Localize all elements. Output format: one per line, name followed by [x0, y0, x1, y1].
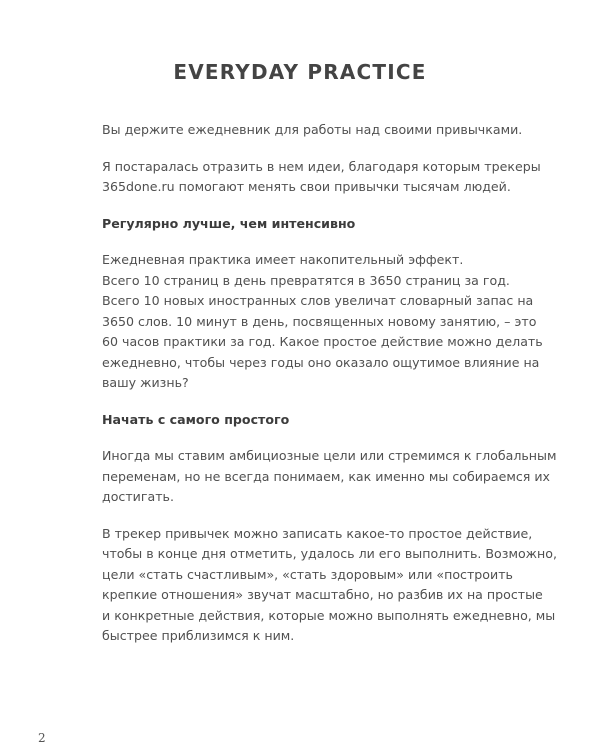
intro-paragraph [102, 120, 532, 141]
page-title: EVERYDAY PRACTICE [173, 60, 427, 84]
text-line: крепкие отношения» звучат масштабно, но разбив их на простые [102, 587, 543, 602]
text-line: Вы держите ежедневник для работы над своими привычками. [102, 122, 523, 137]
body-text [102, 120, 557, 663]
tracker-paragraph [102, 524, 557, 647]
text-line: переменам, но не всегда понимаем, как именно мы собираемся их [102, 468, 551, 484]
ideas-paragraph [102, 157, 541, 198]
practice-paragraph [102, 250, 543, 394]
text-line: цели «стать счастливым», «стать здоровым» или «построить [102, 566, 513, 582]
text-line: 3650 слов. 10 минут в день, посвященных новому занятию, – это [102, 313, 537, 329]
text-line: вашу жизнь? [102, 375, 189, 390]
text-line: Всего 10 страниц в день превратятся в 3650 страниц за год. [102, 272, 510, 288]
text-line: чтобы в конце дня отметить, удалось ли его выполнить. Возможно, [102, 546, 557, 561]
text-line: Ежедневная практика имеет накопительный эффект. [102, 252, 464, 267]
text-line: ежедневно, чтобы через годы оно оказало ощутимое влияние на [102, 354, 540, 370]
text-line: достигать. [102, 489, 174, 504]
page-number: 2 [38, 731, 46, 745]
text-line: Всего 10 новых иностранных слов увеличат словарный запас на [102, 293, 534, 308]
text-line: 60 часов практики за год. Какое простое действие можно делать [102, 334, 543, 349]
section-heading-regular: Регулярно лучше, чем интенсивно [102, 215, 356, 231]
text-line: и конкретные действия, которые можно выполнять ежедневно, мы [102, 607, 556, 623]
text-line: быстрее приблизимся к ним. [102, 628, 295, 643]
section-heading-simple: Начать с самого простого [102, 411, 290, 427]
goals-paragraph [102, 446, 557, 508]
text-line: 365done.ru помогают менять свои привычки тысячам людей. [102, 179, 511, 194]
text-line: В трекер привычек можно записать какое-то простое действие, [102, 525, 533, 541]
text-line: Иногда мы ставим амбициозные цели или стремимся к глобальным [102, 448, 557, 463]
text-line: Я постаралась отразить в нем идеи, благодаря которым трекеры [102, 158, 541, 174]
